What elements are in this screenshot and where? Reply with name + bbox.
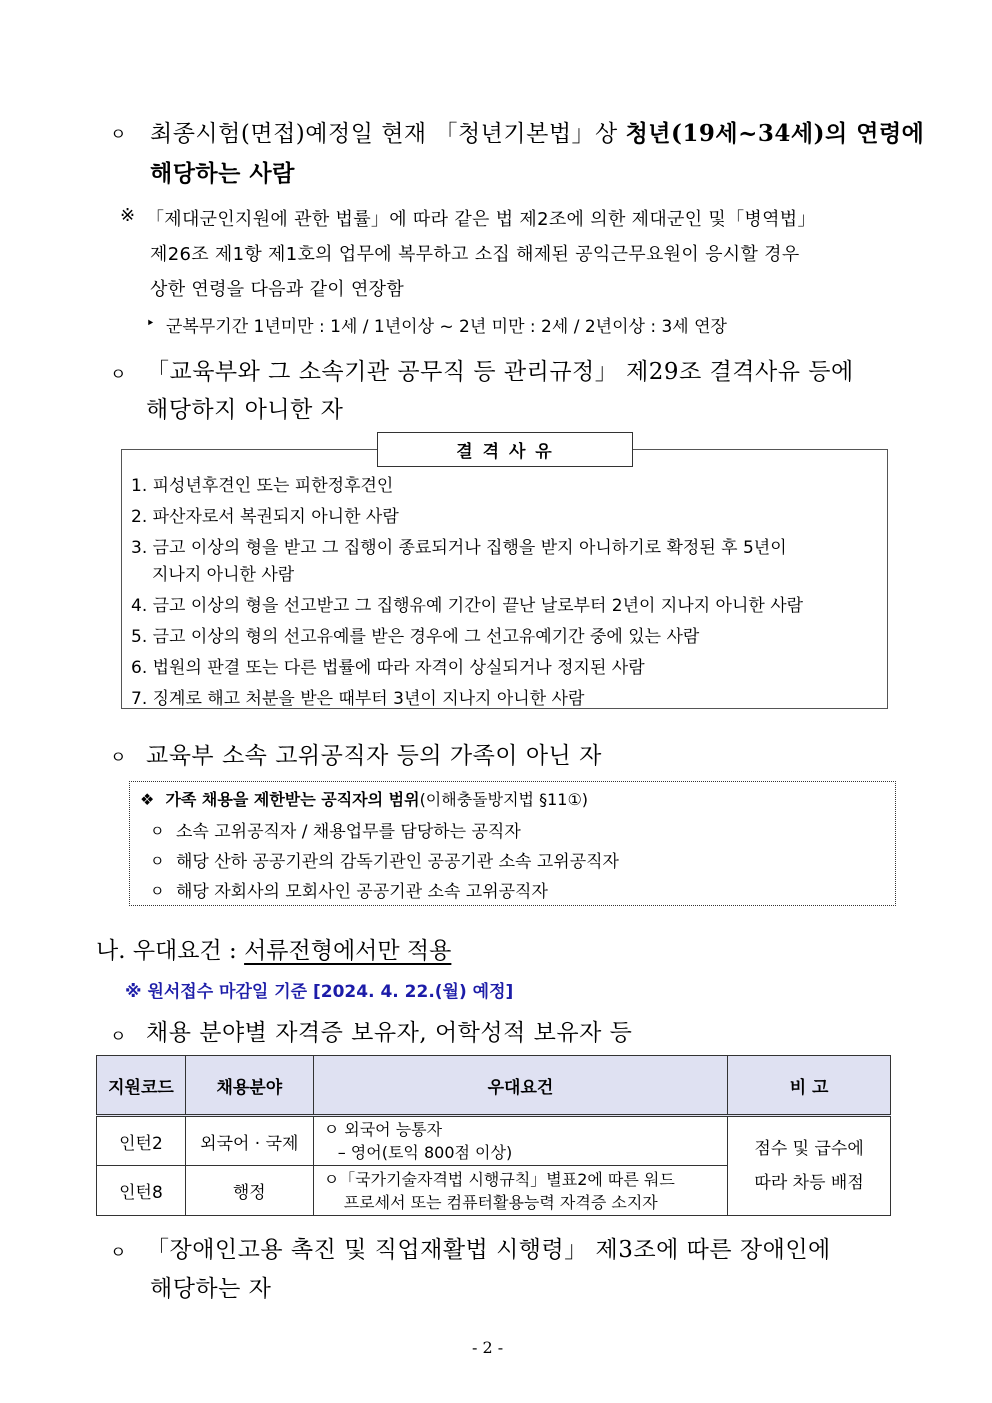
note-line: 점수 및 급수에 [754, 1139, 864, 1159]
item-bullet: ㅇ [110, 748, 127, 768]
preference-heading [96, 932, 451, 965]
cell-note [728, 1116, 891, 1216]
disq-rule-line2: 해당하지 아니한 자 [146, 397, 344, 423]
item-bullet: ㅇ [110, 1027, 127, 1047]
page-number: - 2 - [472, 1338, 504, 1357]
triangle-bullet-icon: ‣ [146, 314, 155, 332]
cell-code: 인턴2 [97, 1116, 186, 1166]
req-line: ㅇ 외국어 능통자 [323, 1120, 443, 1139]
family-item: 해당 자회사의 모회사인 공공기관 소속 고위공직자 [176, 882, 548, 902]
item-bullet: ㅇ [110, 1243, 127, 1263]
disq-item: 5. 금고 이상의 형의 선고유예를 받은 경우에 그 선고유예기간 중에 있는 사람 [131, 627, 700, 647]
cell-requirement [313, 1116, 727, 1166]
table-header-row [97, 1056, 891, 1116]
cell-field: 행정 [185, 1166, 313, 1216]
youth-age-text: 최종시험(면접)예정일 현재 「청년기본법」상 [150, 121, 626, 147]
item-bullet: ㅇ [150, 822, 165, 840]
col-header-field: 채용분야 [185, 1056, 313, 1116]
disq-rule-line1: 「교육부와 그 소속기관 공무직 등 관리규정」 제29조 결격사유 등에 [146, 359, 854, 385]
item-bullet: ㅇ [110, 125, 127, 145]
family-title-bold: 가족 채용을 제한받는 공직자의 범위 [165, 790, 420, 809]
disq-item: 2. 파산자로서 복권되지 아니한 사람 [131, 507, 399, 527]
family-item: 해당 산하 공공기관의 감독기관인 공공기관 소속 고위공직자 [176, 852, 619, 872]
family-item: 소속 고위공직자 / 채용업무를 담당하는 공직자 [176, 822, 521, 842]
note-line2: 제26조 제1항 제1호의 업무에 복무하고 소집 해제된 공익근무요원이 응시할 경우 [150, 244, 800, 265]
disq-item-cont: 지나지 아니한 사람 [152, 565, 295, 585]
family-title [140, 787, 588, 810]
disability-line2: 해당하는 자 [150, 1276, 272, 1302]
req-line: ㅇ「국가기술자격법 시행규칙」별표2에 따른 워드 [323, 1169, 675, 1189]
col-header-note: 비 고 [728, 1056, 891, 1116]
family-title-rest: (이해충돌방지법 §11①) [419, 790, 589, 809]
item-bullet: ㅇ [150, 852, 165, 870]
note-line: 따라 차등 배점 [754, 1173, 864, 1193]
item-bullet: ㅇ [110, 365, 127, 385]
col-header-requirement: 우대요건 [313, 1056, 727, 1116]
preference-label: 나. 우대요건 : [96, 938, 245, 964]
youth-age-line2 [150, 155, 295, 188]
note-line3: 상한 연령을 다음과 같이 연장함 [150, 279, 405, 300]
disqualification-title-box [377, 432, 633, 467]
req-line: 프로세서 또는 컴퓨터활용능력 자격증 소지자 [343, 1192, 658, 1212]
disq-item: 3. 금고 이상의 형을 받고 그 집행이 종료되거나 집행을 받지 아니하기로 확정된 후 5년이 [131, 538, 787, 558]
disability-line1: 「장애인고용 촉진 및 직업재활법 시행령」 제3조에 따른 장애인에 [146, 1237, 831, 1263]
family-heading: 교육부 소속 고위공직자 등의 가족이 아닌 자 [146, 743, 602, 769]
disq-item: 6. 법원의 판결 또는 다른 법률에 따라 자격이 상실되거나 정지된 사람 [131, 658, 645, 678]
disqualification-title: 결 격 사 유 [456, 442, 554, 462]
preference-underlined: 서류전형에서만 적용 [244, 938, 452, 964]
disq-item: 7. 징계로 해고 처분을 받은 때부터 3년이 지나지 아니한 사람 [131, 689, 585, 709]
youth-age-bold: 청년(19세~34세)의 연령에 [625, 120, 925, 147]
item-bullet: ㅇ [150, 882, 165, 900]
disq-item: 1. 피성년후견인 또는 피한정후견인 [131, 476, 394, 496]
deadline-note: ※ 원서접수 마감일 기준 [2024. 4. 22.(월) 예정] [125, 982, 514, 1002]
note-line1: 「제대군인지원에 관한 법률」에 따라 같은 법 제2조에 의한 제대군인 및「병역법」 [146, 209, 816, 230]
diamond-bullet-icon: ❖ [140, 790, 155, 809]
disq-item: 4. 금고 이상의 형을 선고받고 그 집행유예 기간이 끝난 날로부터 2년이 지나지 아니한 사람 [131, 596, 804, 616]
col-header-code: 지원코드 [97, 1056, 186, 1116]
youth-age-bold-2: 해당하는 사람 [150, 160, 295, 187]
cell-field: 외국어 · 국제 [185, 1116, 313, 1166]
cell-requirement [313, 1166, 727, 1216]
preference-table [96, 1055, 891, 1216]
youth-age-line1 [150, 115, 924, 148]
note-mark: ※ [120, 205, 136, 226]
table-row [97, 1116, 891, 1166]
cert-heading: 채용 분야별 자격증 보유자, 어학성적 보유자 등 [146, 1020, 633, 1046]
note-sub: 군복무기간 1년미만 : 1세 / 1년이상 ~ 2년 미만 : 2세 / 2년이상 : 3세 연장 [166, 317, 727, 337]
cell-code: 인턴8 [97, 1166, 186, 1216]
req-line: – 영어(토익 800점 이상) [337, 1143, 513, 1162]
